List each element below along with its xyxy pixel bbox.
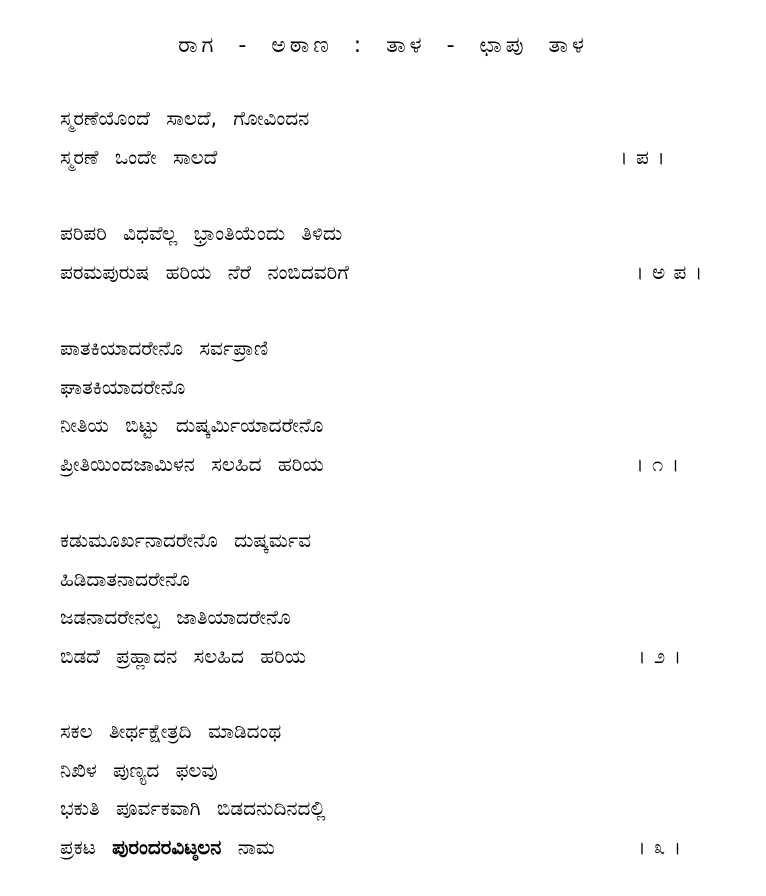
stanza-pallavi <box>60 99 740 176</box>
stanza-3 <box>60 712 740 866</box>
stanza-marker: । ೩ । <box>638 834 682 859</box>
verse-line: ಪಾತಕಿಯಾದರೇನೊ ಸರ್ವಪ್ರಾಣಿ <box>60 336 269 360</box>
stanza-2 <box>60 521 740 675</box>
verse-line: ಜಡನಾದರೇನಲ್ಪ ಜಾತಿಯಾದರೇನೊ <box>60 605 291 629</box>
stanza-marker: । ೨ । <box>638 643 682 668</box>
stanza-anupallavi <box>60 214 740 291</box>
verse-line-signature <box>60 828 740 867</box>
verse-line: ಪರಿಪರಿ ವಿಧವೆಲ್ಲ ಭ್ರಾಂತಿಯೆಂದು ತಿಳಿದು <box>60 221 343 245</box>
verse-line: ಸ್ಮರಣೆಯೊಂದೆ ಸಾಲದೆ, ಗೋವಿಂದನ <box>60 106 310 130</box>
composer-mudra: ಪುರಂದರವಿಟ್ಠಲನ <box>112 834 222 859</box>
verse-line: ನೀತಿಯ ಬಿಟ್ಟು ದುಷ್ಕರ್ಮಿಯಾದರೇನೊ <box>60 413 324 437</box>
verse-line: ಬಿಡದೆ ಪ್ರಹ್ಲಾದನ ಸಲಹಿದ ಹರಿಯ । ೨ । <box>60 637 740 676</box>
verse-line: ಪ್ರೀತಿಯಿಂದಜಾಮಿಳನ ಸಲಹಿದ ಹರಿಯ । ೧ । <box>60 445 740 484</box>
verse-line: ನಿಖಿಳ ಪುಣ್ಯದ ಫಲವು <box>60 757 218 782</box>
stanza-marker: । ೧ । <box>636 451 680 476</box>
stanza-1 <box>60 329 740 483</box>
verse-line: ಭಕುತಿ ಪೂರ್ವಕವಾಗಿ ಬಿಡದನುದಿನದಲ್ಲಿ <box>60 796 326 820</box>
verse-line: ಘಾತಕಿಯಾದರೇನೊ <box>60 374 186 399</box>
stanza-marker: । ಅ ಪ । <box>636 259 703 284</box>
raga-tala-heading: ರಾಗ - ಅಠಾಣ : ತಾಳ - ಛಾಪು ತಾಳ <box>178 33 588 58</box>
line-prefix: ಪ್ರಕಟ <box>60 834 96 859</box>
line-suffix: ನಾಮ <box>237 834 275 859</box>
verse-line: ಕಡುಮೂರ್ಖನಾದರೇನೊ ದುಷ್ಕರ್ಮವ <box>60 528 312 552</box>
verse-line: ಸಕಲ ತೀರ್ಥಕ್ಷೇತ್ರದಿ ಮಾಡಿದಂಥ <box>60 719 282 743</box>
stanza-marker: । ಪ । <box>620 144 665 169</box>
verse-line: ಹಿಡಿದಾತನಾದರೇನೊ <box>60 566 190 591</box>
verse-line: ಸ್ಮರಣೆ ಒಂದೇ ಸಾಲದೆ । ಪ । <box>60 138 740 177</box>
verse-line: ಪರಮಪುರುಷ ಹರಿಯ ನೆರೆ ನಂಬಿದವರಿಗೆ । ಅ ಪ । <box>60 253 740 292</box>
